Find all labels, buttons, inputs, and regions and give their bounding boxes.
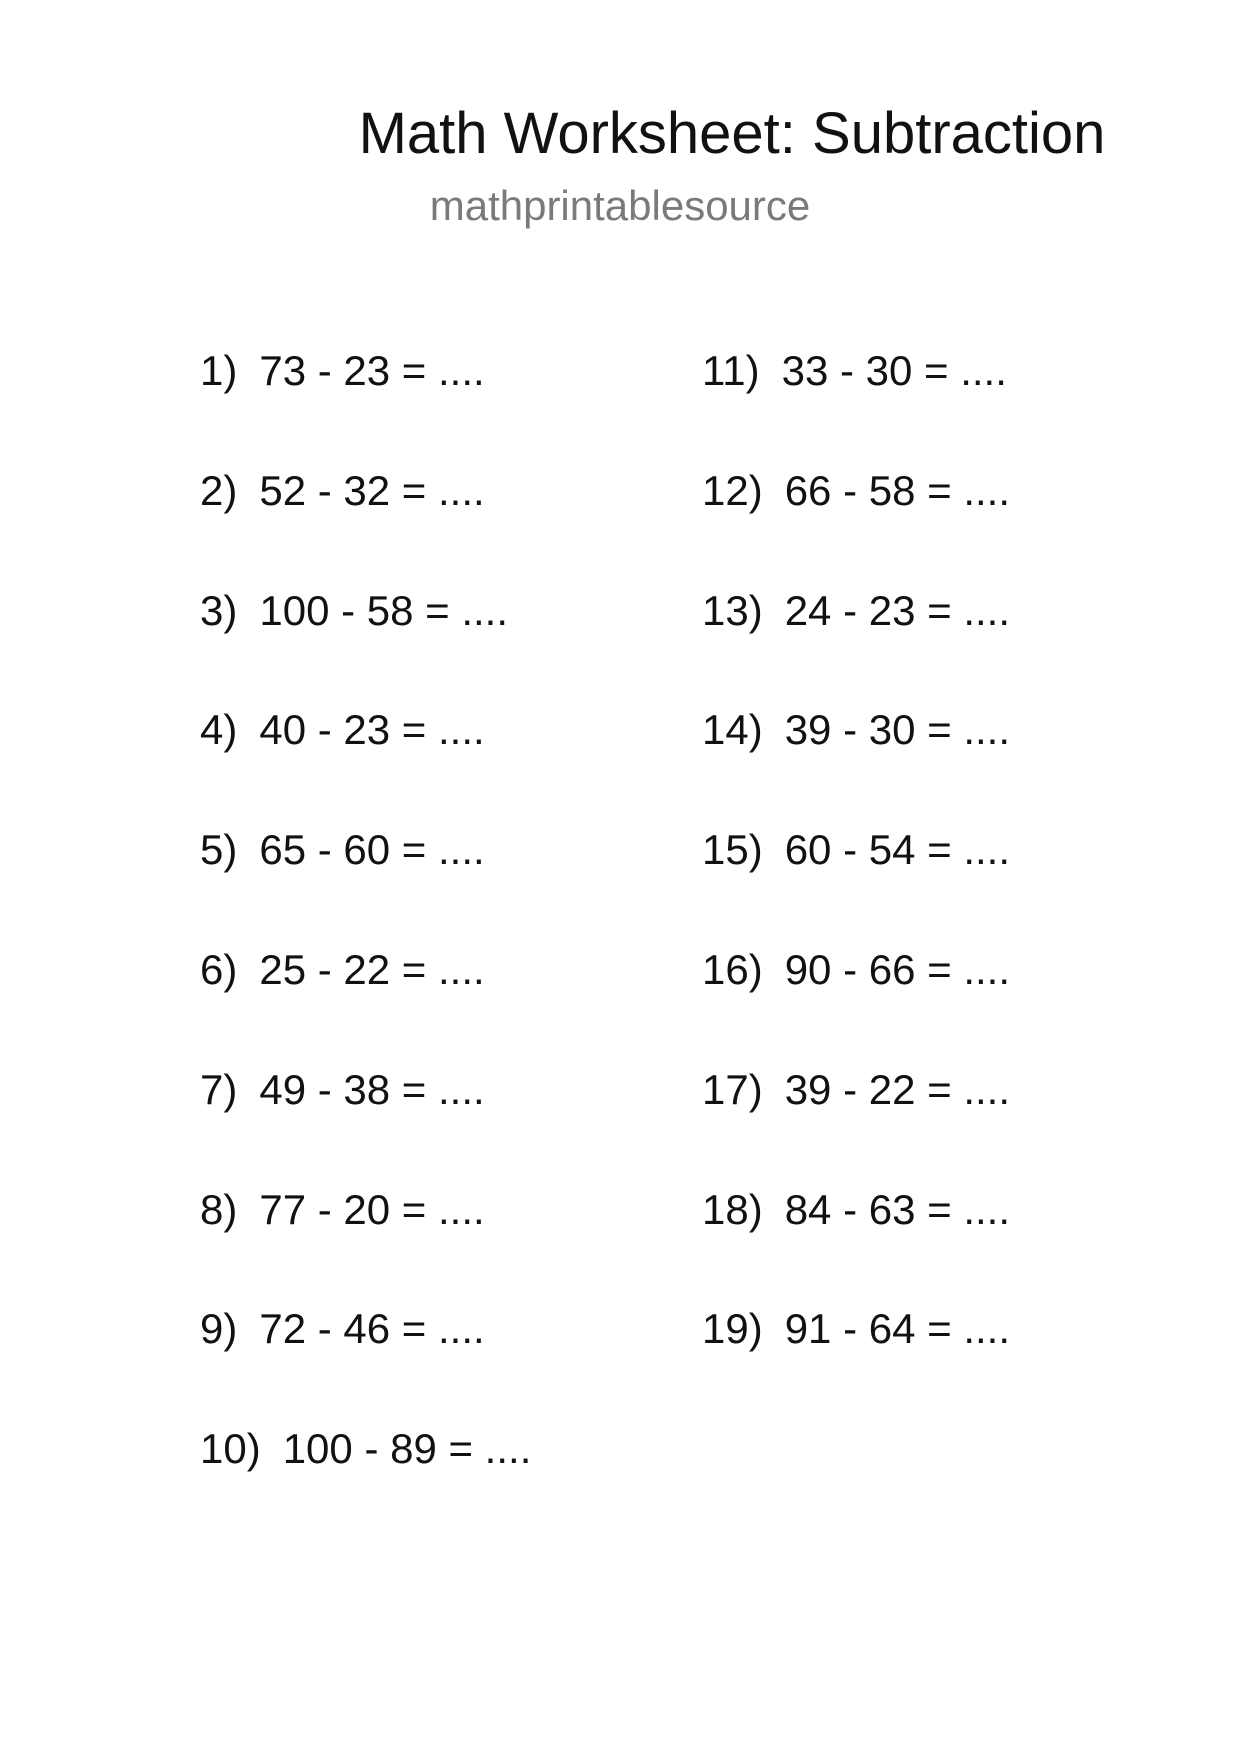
problem-expression: 40 - 23 = .... <box>259 706 485 754</box>
problem-item <box>702 585 1010 705</box>
problem-item <box>702 824 1010 944</box>
page-title: Math Worksheet: Subtraction <box>358 101 1106 166</box>
problem-number: 9) <box>200 1305 238 1353</box>
problem-item <box>200 465 531 585</box>
problem-number: 7) <box>200 1065 238 1113</box>
problem-number: 10) <box>200 1425 261 1473</box>
problem-expression: 77 - 20 = .... <box>259 1185 485 1233</box>
problem-number: 13) <box>702 586 763 634</box>
problem-expression: 91 - 64 = .... <box>784 1305 1011 1353</box>
problem-number: 17) <box>702 1065 763 1113</box>
problem-item <box>702 1064 1010 1184</box>
problem-expression: 25 - 22 = .... <box>259 945 485 993</box>
problem-item <box>702 1303 1010 1423</box>
problem-item <box>200 1423 531 1543</box>
problem-number: 1) <box>200 347 238 394</box>
problem-number: 5) <box>200 826 238 874</box>
problem-expression: 84 - 63 = .... <box>784 1185 1011 1233</box>
problem-expression: 90 - 66 = .... <box>784 945 1011 993</box>
problem-number: 19) <box>702 1305 763 1353</box>
problem-expression: 33 - 30 = .... <box>781 347 1007 394</box>
problem-expression: 60 - 54 = .... <box>784 826 1011 874</box>
problem-number: 4) <box>200 706 238 754</box>
problem-number: 12) <box>702 466 763 514</box>
problem-item <box>702 1184 1010 1304</box>
problem-expression: 73 - 23 = .... <box>259 347 485 394</box>
problem-expression: 52 - 32 = .... <box>259 466 485 514</box>
problem-item <box>200 704 531 824</box>
problem-expression: 24 - 23 = .... <box>784 586 1011 634</box>
problem-number: 15) <box>702 826 763 874</box>
problem-item <box>702 704 1010 824</box>
problem-item <box>702 944 1010 1064</box>
problem-number: 2) <box>200 466 238 514</box>
problem-item <box>200 1184 531 1304</box>
problem-expression: 66 - 58 = .... <box>784 466 1011 514</box>
problem-expression: 65 - 60 = .... <box>259 826 485 874</box>
problem-item <box>200 585 531 705</box>
problem-item <box>702 465 1010 585</box>
problem-expression: 100 - 58 = .... <box>259 586 509 634</box>
problem-item <box>200 345 531 465</box>
problem-number: 3) <box>200 586 238 634</box>
problem-list-right <box>702 345 1010 1423</box>
problem-expression: 39 - 22 = .... <box>784 1065 1011 1113</box>
problem-number: 14) <box>702 706 763 754</box>
problem-expression: 49 - 38 = .... <box>259 1065 485 1113</box>
problem-item <box>702 345 1010 465</box>
problem-number: 18) <box>702 1185 763 1233</box>
problem-list-left <box>200 345 531 1543</box>
problem-number: 8) <box>200 1185 238 1233</box>
problem-number: 16) <box>702 945 763 993</box>
problem-number: 11) <box>702 347 760 394</box>
problem-expression: 39 - 30 = .... <box>784 706 1011 754</box>
problem-item <box>200 944 531 1064</box>
problem-item <box>200 1303 531 1423</box>
page-subtitle: mathprintablesource <box>429 182 811 229</box>
problem-expression: 100 - 89 = .... <box>282 1425 532 1473</box>
problem-item <box>200 824 531 944</box>
problem-item <box>200 1064 531 1184</box>
problem-expression: 72 - 46 = .... <box>259 1305 485 1353</box>
problem-number: 6) <box>200 945 238 993</box>
